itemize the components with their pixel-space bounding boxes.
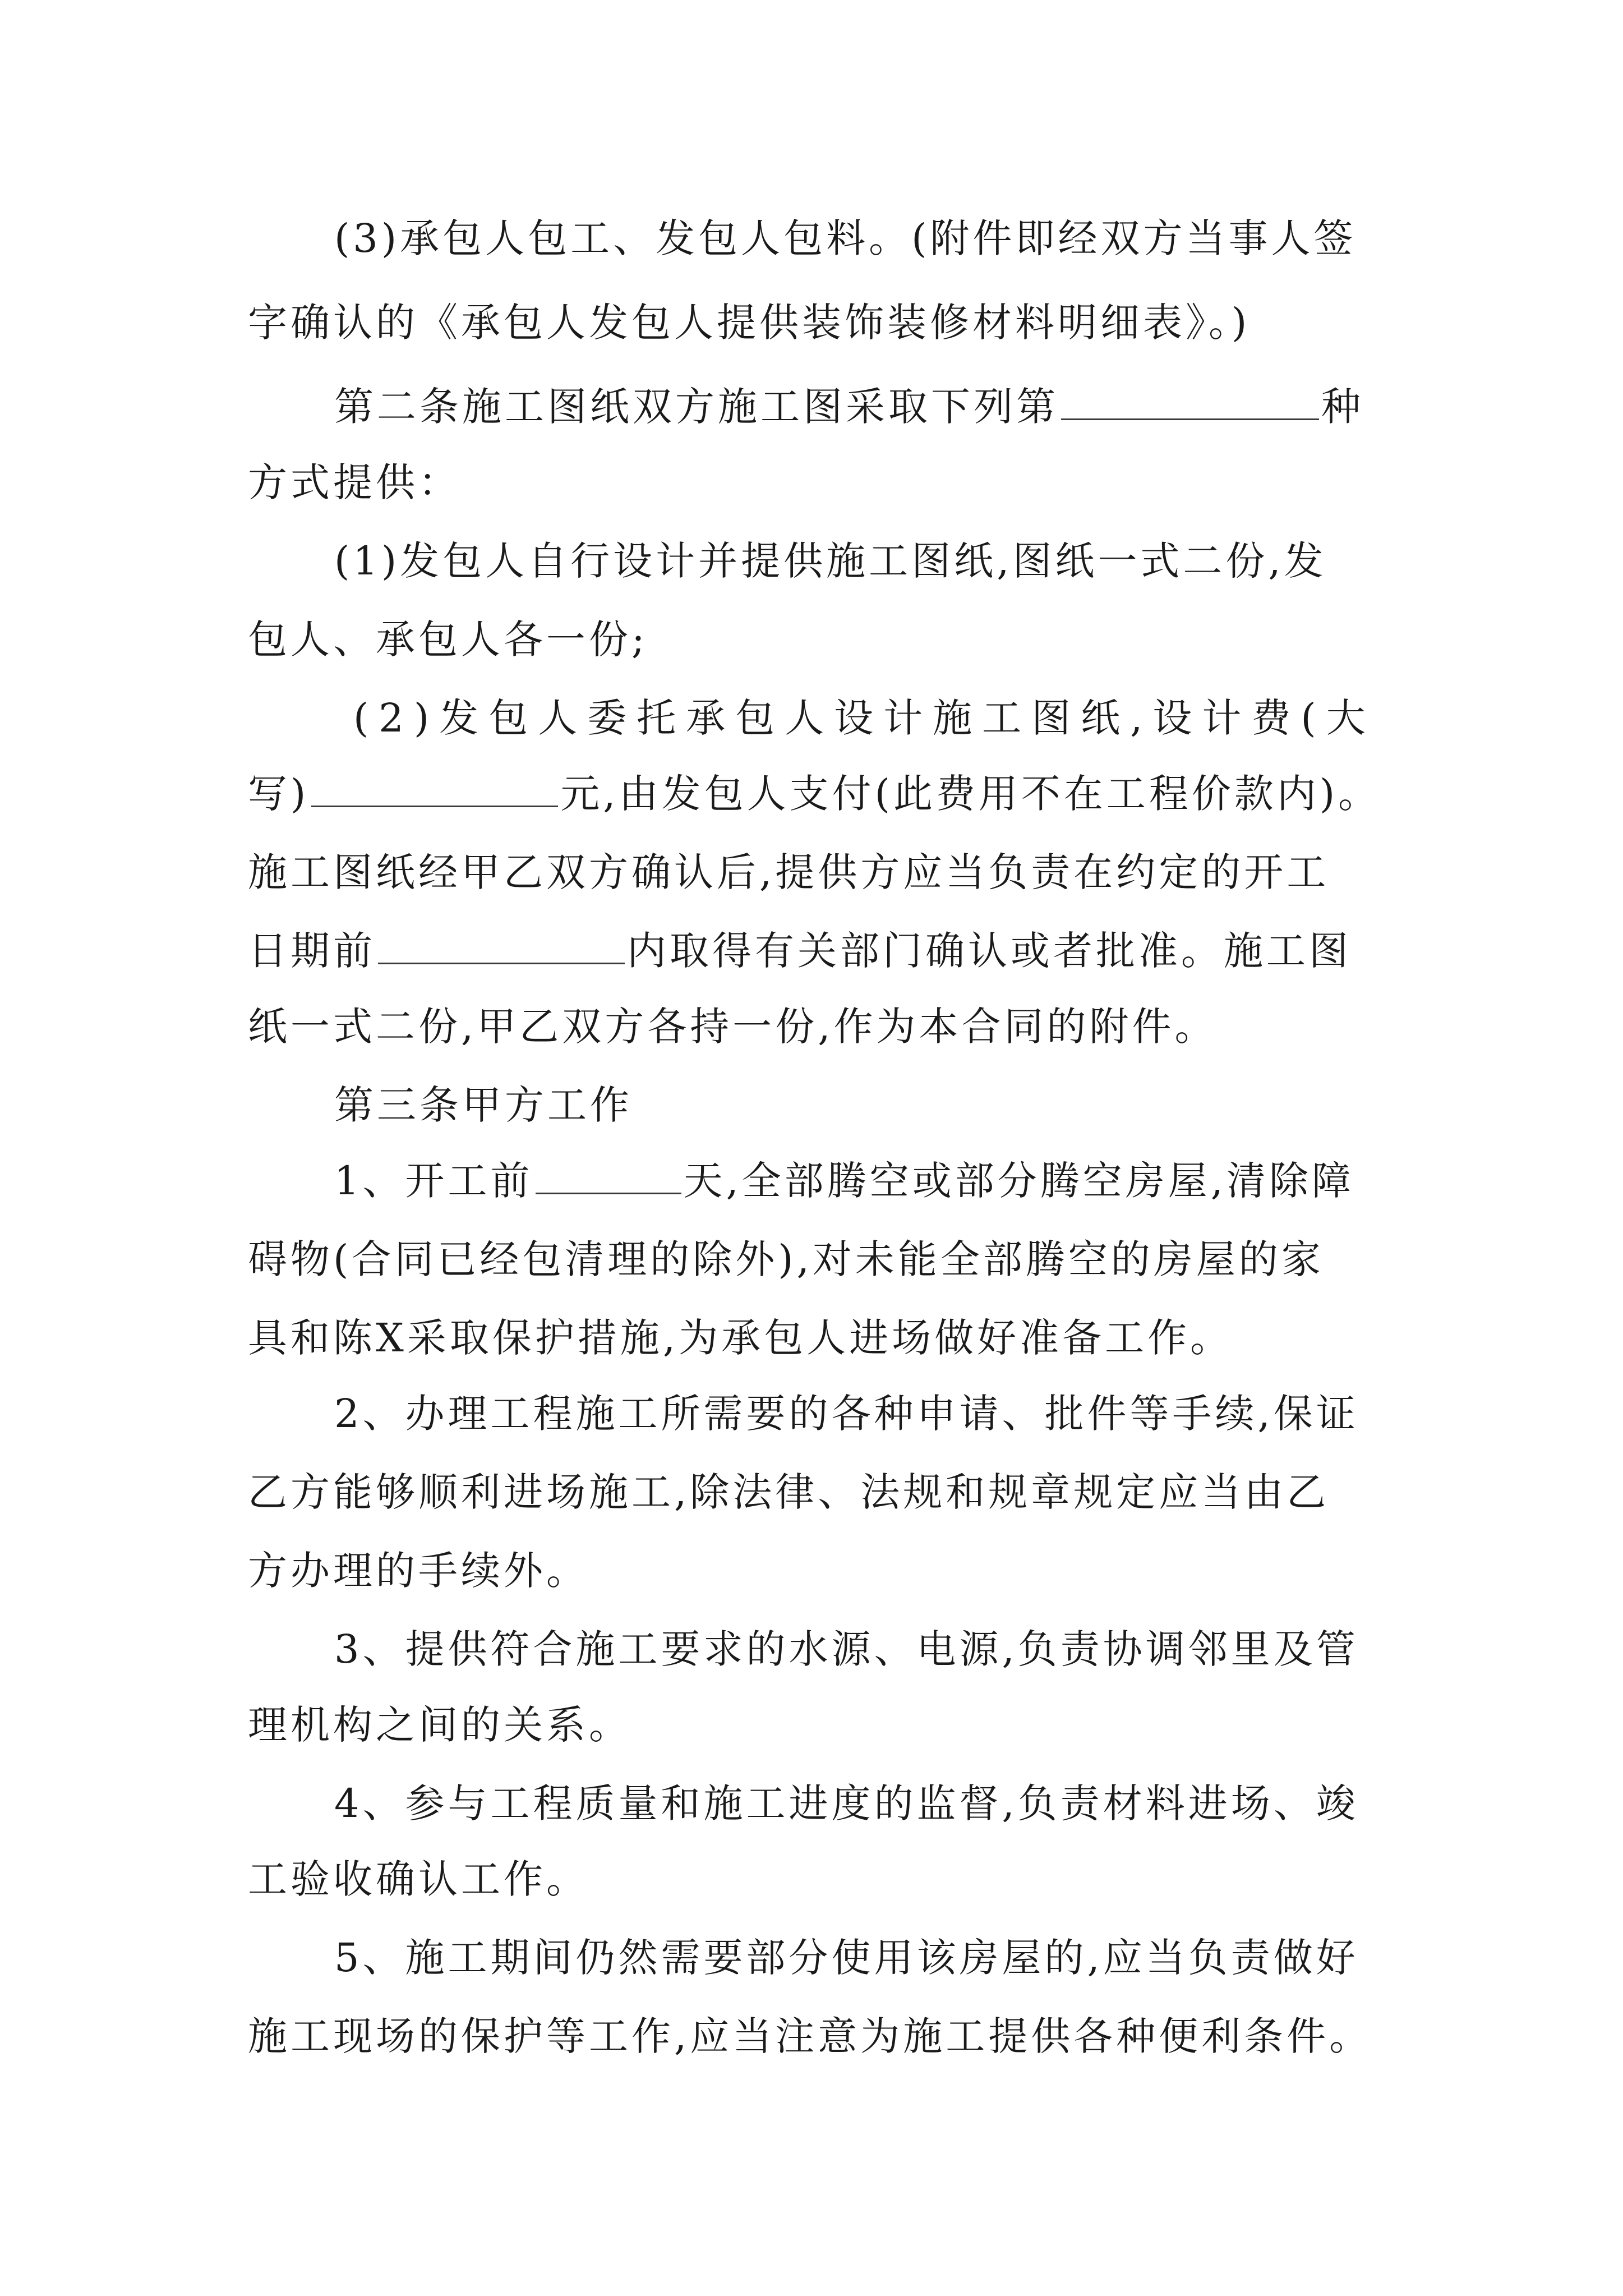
text-segment: 写)	[248, 771, 310, 817]
paragraph-line: (1)发包人自行设计并提供施工图纸,图纸一式二份,发	[334, 538, 1327, 584]
paragraph-line	[334, 1158, 1354, 1203]
paragraph-line: 工验收确认工作。	[248, 1856, 589, 1902]
text-segment: 元,由发包人支付(此费用不在工程价款内)。	[560, 771, 1381, 817]
paragraph-line: 施工现场的保护等工作,应当注意为施工提供各种便利条件。	[248, 2013, 1372, 2059]
text-segment: 内取得有关部门确认或者批准。施工图	[627, 928, 1352, 974]
fill-in-blank	[378, 929, 625, 964]
paragraph-line: 理机构之间的关系。	[248, 1702, 631, 1748]
text-segment: 第二条施工图纸双方施工图采取下列第	[334, 384, 1059, 430]
paragraph-line: 方办理的手续外。	[248, 1548, 589, 1594]
paragraph-line: 4、参与工程质量和施工进度的监督,负责材料进场、竣	[334, 1780, 1359, 1826]
paragraph-line: 包人、承包人各一份;	[248, 616, 648, 662]
fill-in-blank	[536, 1159, 681, 1194]
paragraph-line: 字确认的《承包人发包人提供装饰装修材料明细表》。)	[248, 300, 1251, 346]
text-segment: 天,全部腾空或部分腾空房屋,清除障	[683, 1158, 1355, 1204]
fill-in-blank	[1061, 385, 1319, 420]
paragraph-line: (2)发包人委托承包人设计施工图纸,设计费(大	[353, 695, 1376, 741]
paragraph-line: 纸一式二份,甲乙双方各持一份,作为本合同的附件。	[248, 1004, 1218, 1050]
paragraph-line: 乙方能够顺利进场施工,除法律、法规和规章规定应当由乙	[248, 1469, 1330, 1515]
text-segment: 种	[1321, 384, 1364, 430]
paragraph-line: 5、施工期间仍然需要部分使用该房屋的,应当负责做好	[334, 1935, 1359, 1981]
article-2-heading-line	[334, 384, 1364, 429]
paragraph-line	[248, 771, 1381, 816]
paragraph-line: 碍物(合同已经包清理的除外),对未能全部腾空的房屋的家	[248, 1236, 1324, 1282]
paragraph-line: 3、提供符合施工要求的水源、电源,负责协调邻里及管	[334, 1626, 1359, 1672]
paragraph-line: 2、办理工程施工所需要的各种申请、批件等手续,保证	[334, 1391, 1359, 1437]
paragraph-line: 施工图纸经甲乙双方确认后,提供方应当负责在约定的开工	[248, 849, 1330, 895]
fill-in-blank	[311, 772, 558, 807]
text-segment: 1、开工前	[334, 1158, 533, 1204]
paragraph-line: (3)承包人包工、发包人包料。(附件即经双方当事人签	[334, 215, 1357, 261]
paragraph-line	[248, 928, 1352, 973]
paragraph-line: 方式提供：	[248, 459, 461, 505]
article-3-heading: 第三条甲方工作	[334, 1082, 633, 1128]
paragraph-line: 具和陈X采取保护措施,为承包人进场做好准备工作。	[248, 1315, 1233, 1361]
text-segment: 日期前	[248, 928, 376, 974]
